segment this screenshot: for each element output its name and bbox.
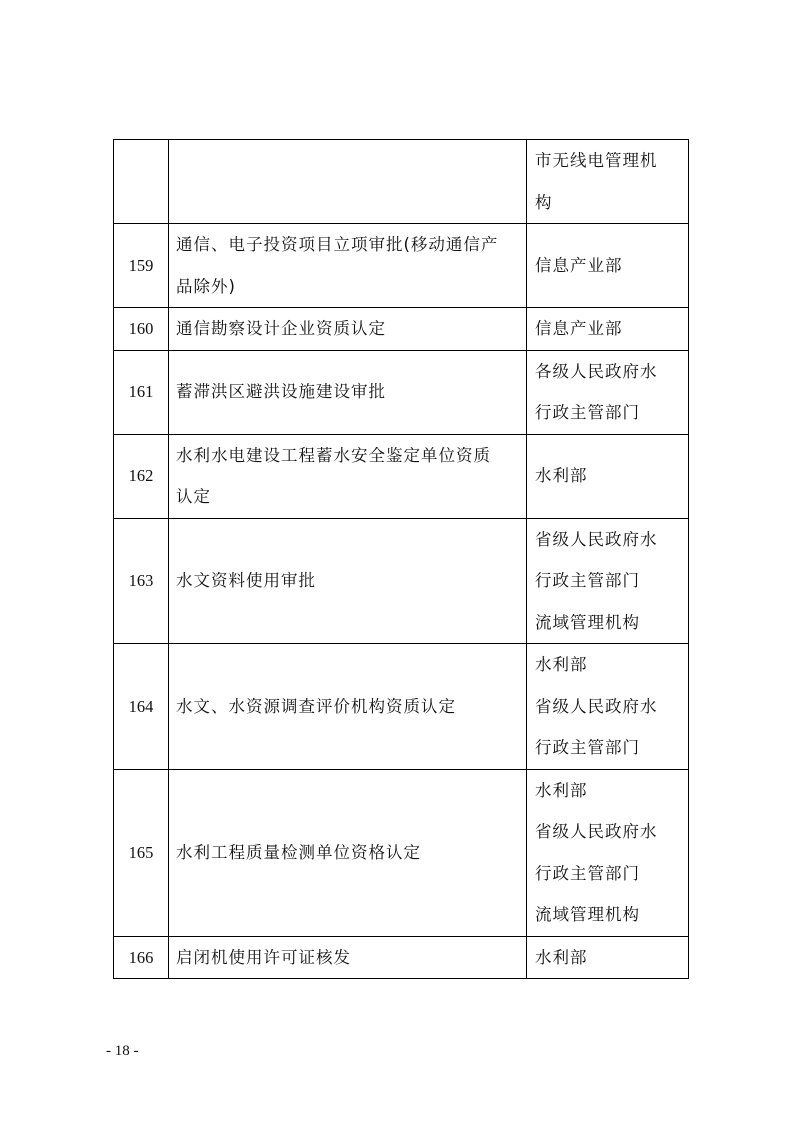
department	[527, 769, 689, 936]
department-line: 行政主管部门	[535, 571, 640, 590]
page-number: - 18 -	[106, 1043, 139, 1059]
item-line: 水利水电建设工程蓄水安全鉴定单位资质	[176, 445, 491, 465]
department	[527, 308, 689, 351]
approval-item	[169, 350, 527, 434]
department	[527, 350, 689, 434]
department-line: 省级人民政府水	[535, 822, 658, 841]
table-row	[114, 308, 689, 351]
department-line: 各级人民政府水	[535, 361, 658, 381]
row-number: 166	[114, 936, 169, 979]
department-line: 水利部	[535, 947, 588, 967]
item-line: 水文资料使用审批	[176, 571, 316, 590]
row-number: 165	[114, 769, 169, 936]
department-line: 行政主管部门	[535, 863, 640, 883]
department	[527, 434, 689, 518]
table-row	[114, 769, 689, 936]
approval-item	[169, 224, 527, 308]
item-line: 水利工程质量检测单位资格认定	[176, 842, 421, 862]
row-number: 162	[114, 434, 169, 518]
department-line: 行政主管部门	[535, 403, 640, 422]
item-line: 品除外)	[176, 276, 236, 296]
table-row	[114, 224, 689, 308]
department-line: 信息产业部	[535, 319, 623, 338]
row-number: 163	[114, 518, 169, 644]
row-number: 160	[114, 308, 169, 351]
approval-item	[169, 644, 527, 770]
approval-item	[169, 308, 527, 351]
table-row	[114, 518, 689, 644]
table-row	[114, 434, 689, 518]
department	[527, 936, 689, 979]
department-line: 省级人民政府水	[535, 529, 658, 549]
department-line: 流域管理机构	[535, 905, 640, 924]
item-line: 通信勘察设计企业资质认定	[176, 319, 386, 338]
department-line: 市无线电管理机	[535, 151, 658, 170]
approval-item	[169, 518, 527, 644]
department-line: 信息产业部	[535, 255, 623, 275]
row-number: 161	[114, 350, 169, 434]
department	[527, 518, 689, 644]
table-row	[114, 644, 689, 770]
item-line: 通信、电子投资项目立项审批(移动通信产	[176, 235, 499, 254]
approval-item	[169, 140, 527, 224]
department-line: 水利部	[535, 466, 588, 486]
approval-item	[169, 936, 527, 979]
item-line: 蓄滞洪区避洪设施建设审批	[176, 382, 386, 402]
department-line: 行政主管部门	[535, 738, 640, 757]
approval-item	[169, 434, 527, 518]
table-row	[114, 140, 689, 224]
department-line: 水利部	[535, 655, 588, 674]
table-row	[114, 936, 689, 979]
department	[527, 140, 689, 224]
item-line: 水文、水资源调查评价机构资质认定	[176, 696, 456, 716]
table-row	[114, 350, 689, 434]
row-number	[114, 140, 169, 224]
row-number: 164	[114, 644, 169, 770]
row-number: 159	[114, 224, 169, 308]
approval-item	[169, 769, 527, 936]
department-line: 构	[535, 192, 553, 212]
department-line: 省级人民政府水	[535, 696, 658, 716]
department	[527, 644, 689, 770]
item-line: 启闭机使用许可证核发	[176, 947, 351, 967]
item-line: 认定	[176, 487, 211, 506]
department	[527, 224, 689, 308]
approval-items-table	[113, 139, 689, 979]
department-line: 流域管理机构	[535, 612, 640, 632]
department-line: 水利部	[535, 780, 588, 800]
